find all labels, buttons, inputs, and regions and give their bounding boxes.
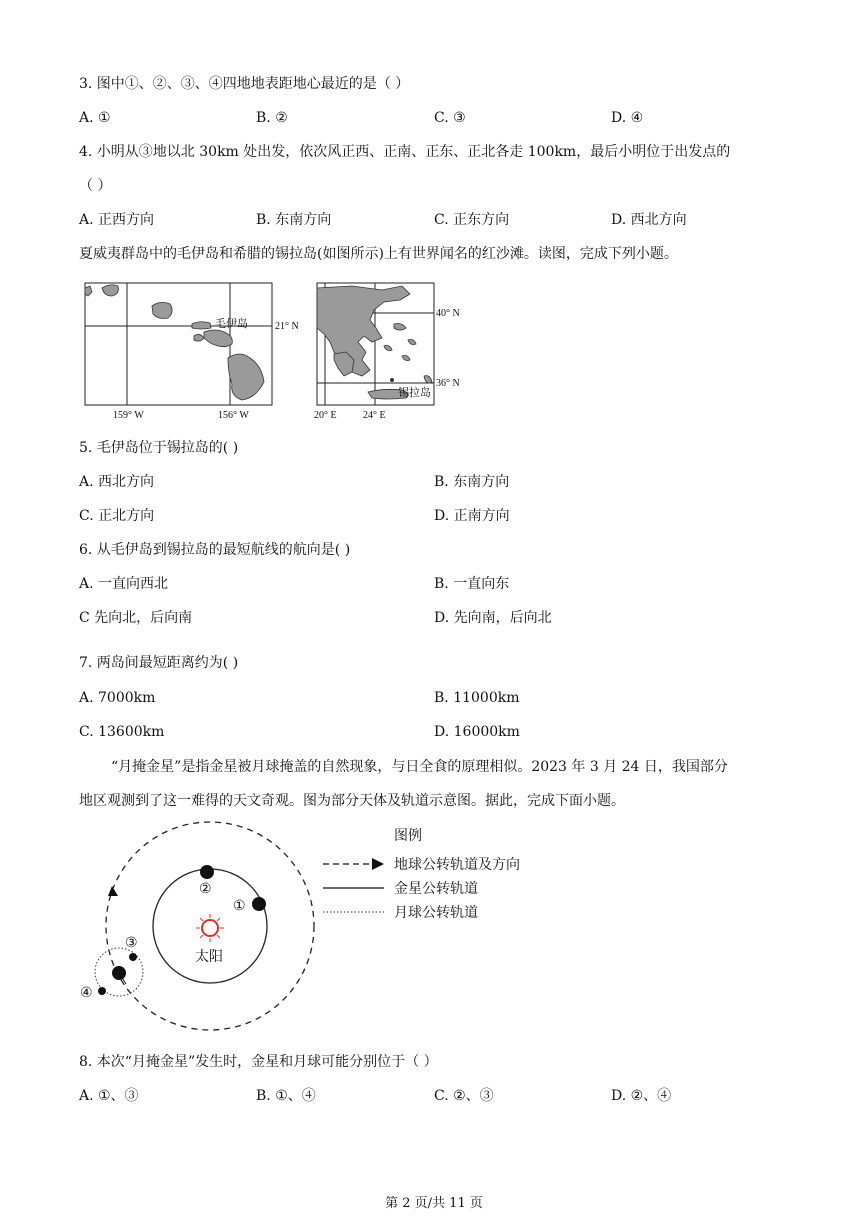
question-5-stem: 5. 毛伊岛位于锡拉岛的( ) (79, 440, 239, 456)
greece-lat-label-40: 40° N (436, 308, 460, 319)
q4-option-c: C. 正东方向 (434, 212, 510, 228)
q3-option-d: D. ④ (611, 110, 644, 126)
q8-option-b: B. ①、④ (256, 1088, 316, 1104)
sun-label: 太阳 (195, 949, 223, 965)
q7-option-b: B. 11000km (434, 690, 520, 706)
q4-option-a: A. 正西方向 (79, 212, 155, 228)
hawaii-lon-label-1: 159° W (113, 410, 144, 421)
greece-lon-label-20: 20° E (314, 410, 337, 421)
legend-item-venus: 金星公转轨道 (394, 881, 478, 897)
question-6-stem: 6. 从毛伊岛到锡拉岛的最短航线的航向是( ) (79, 542, 351, 558)
intro-venus-line-1: “月掩金星”是指金星被月球掩盖的自然现象，与日全食的原理相似。2023 年 3 月 24 日，我国部分 (111, 759, 728, 775)
sun-rays-icon (196, 914, 224, 942)
question-4-paren: （ ） (79, 178, 112, 194)
molokai-island (192, 322, 211, 329)
intro-islands: 夏威夷群岛中的毛伊岛和希腊的锡拉岛(如图所示)上有世界闻名的红沙滩。读图，完成下列小题。 (79, 246, 678, 262)
q5-option-c: C. 正北方向 (79, 508, 155, 524)
q3-option-c: C. ③ (434, 110, 466, 126)
legend-item-earth: 地球公转轨道及方向 (394, 857, 520, 873)
kauai-island (85, 286, 92, 296)
legend-item-moon: 月球公转轨道 (394, 905, 478, 921)
q7-option-c: C. 13600km (79, 724, 165, 740)
q5-option-b: B. 东南方向 (434, 474, 510, 490)
lanai-island (194, 334, 204, 341)
point-label-3: ③ (125, 936, 138, 951)
q3-option-a: A. ① (79, 110, 111, 126)
q6-option-b: B. 一直向东 (434, 576, 510, 592)
intro-venus-line-2: 地区观测到了这一难得的天文奇观。图为部分天体及轨道示意图。据此，完成下面小题。 (79, 793, 625, 809)
hawaii-lat-label: 21° N (275, 321, 299, 332)
santorini-dot (390, 378, 394, 382)
venus-position-2 (200, 865, 214, 879)
legend-arrow-icon (372, 858, 384, 870)
orbit-diagram (70, 816, 550, 1046)
legend-title: 图例 (394, 828, 422, 844)
venus-position-1 (252, 897, 266, 911)
niihau-island (102, 285, 118, 296)
aegean-island-4 (402, 356, 410, 361)
q6-option-c: C 先向北，后向南 (79, 610, 193, 626)
moon-position-4 (98, 987, 106, 995)
maui-island (204, 330, 232, 347)
q5-option-d: D. 正南方向 (434, 508, 510, 524)
aegean-island-1 (394, 324, 406, 331)
question-7-stem: 7. 两岛间最短距离约为( ) (79, 655, 239, 671)
earth-orbit (106, 822, 314, 1030)
q3-option-b: B. ② (256, 110, 288, 126)
question-3-stem: 3. 图中①、②、③、④四地地表距地心最近的是（ ） (79, 76, 410, 92)
q6-option-a: A. 一直向西北 (79, 576, 169, 592)
moon-position-3 (129, 953, 137, 961)
point-label-2: ② (199, 882, 212, 897)
greece-mainland (317, 286, 410, 376)
q4-option-b: B. 东南方向 (256, 212, 332, 228)
aegean-island-2 (408, 340, 416, 345)
q8-option-c: C. ②、③ (434, 1088, 494, 1104)
point-label-1: ① (233, 899, 246, 914)
hawaii-island-label: 毛伊岛 (215, 318, 248, 330)
point-label-4: ④ (80, 986, 93, 1001)
oahu-island (152, 302, 172, 318)
sun-icon (202, 920, 218, 936)
big-island (228, 354, 264, 400)
q4-option-d: D. 西北方向 (611, 212, 687, 228)
greece-island-label: 锡拉岛 (398, 387, 431, 399)
q8-option-d: D. ②、④ (611, 1088, 672, 1104)
greece-lat-label-36: 36° N (436, 378, 460, 389)
q5-option-a: A. 西北方向 (79, 474, 155, 490)
question-8-stem: 8. 本次“月掩金星”发生时，金星和月球可能分别位于（ ） (79, 1054, 438, 1070)
rhodes-island (424, 376, 432, 384)
question-4-stem: 4. 小明从③地以北 30km 处出发，依次风正西、正南、正东、正北各走 100km，最后小明位于出发点的 (79, 144, 731, 160)
page-footer: 第 2 页/共 11 页 (385, 1196, 483, 1211)
aegean-island-3 (384, 346, 392, 351)
q7-option-a: A. 7000km (79, 690, 156, 706)
hawaii-lon-label-2: 156° W (218, 410, 249, 421)
hawaii-map (80, 280, 310, 425)
q7-option-d: D. 16000km (434, 724, 520, 740)
greece-map (312, 280, 472, 425)
q6-option-d: D. 先向南，后向北 (434, 610, 552, 626)
greece-lon-label-24: 24° E (363, 410, 386, 421)
q8-option-a: A. ①、③ (79, 1088, 139, 1104)
